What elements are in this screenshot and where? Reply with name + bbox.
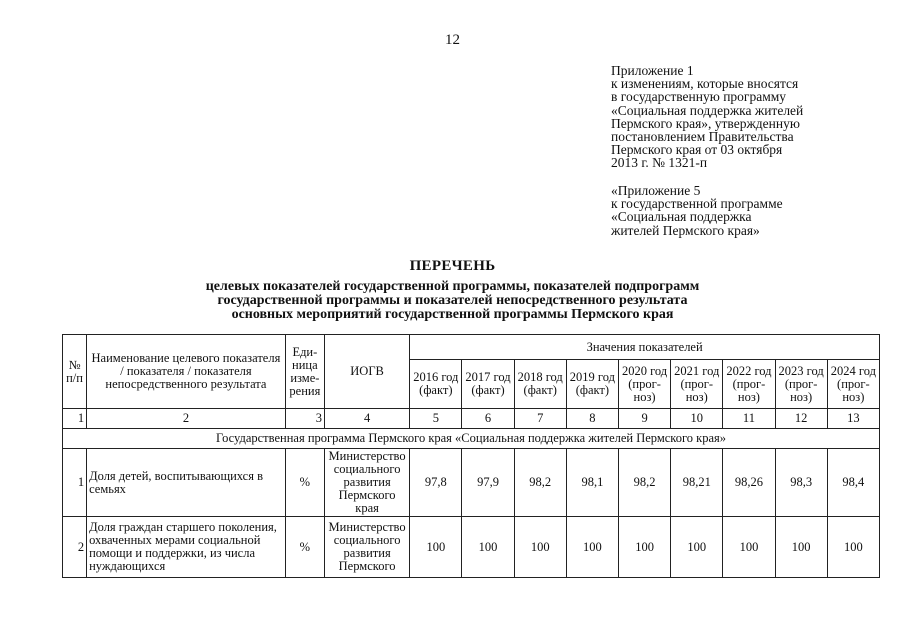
- column-number: 11: [723, 409, 775, 429]
- column-number: 9: [618, 409, 670, 429]
- appendix-1-line: к изменениям, которые вносятся: [611, 76, 799, 92]
- column-number: 1: [63, 409, 87, 429]
- section-row: [63, 429, 880, 449]
- appendix-5-line: жителей Пермского края»: [611, 222, 760, 238]
- row-value: 98,1: [566, 449, 618, 517]
- appendix-5-line: к государственной программе: [611, 196, 783, 212]
- row-iogv: Министерство социального развития Пермского: [324, 517, 409, 578]
- row-value: 100: [566, 517, 618, 578]
- appendix-5-note: [611, 184, 871, 237]
- row-value: 97,9: [462, 449, 514, 517]
- appendix-1-line: в государственную программу: [611, 89, 787, 105]
- header-year: 2022 год (прог- ноз): [723, 360, 775, 409]
- indicators-table: [62, 334, 880, 578]
- row-value: 98,2: [514, 449, 566, 517]
- appendix-1-line: Пермского края», утвержденную: [611, 115, 800, 131]
- section-title: Государственная программа Пермского края «Социальная поддержка жителей Пермского края»: [63, 429, 880, 449]
- row-indicator-name: Доля детей, воспитывающихся в семьях: [87, 449, 286, 517]
- header-year: 2020 год (прог- ноз): [618, 360, 670, 409]
- row-unit: %: [285, 449, 324, 517]
- header-year: 2021 год (прог- ноз): [671, 360, 723, 409]
- row-value: 100: [462, 517, 514, 578]
- column-numbers-row: [63, 409, 880, 429]
- column-number: 6: [462, 409, 514, 429]
- column-number: 7: [514, 409, 566, 429]
- column-number: 3: [285, 409, 324, 429]
- appendix-1-line: Приложение 1: [611, 63, 694, 78]
- row-value: 100: [827, 517, 879, 578]
- header-indicator-name: Наименование целевого показателя / показателя / показателя непосредственного результата: [87, 335, 286, 409]
- row-value: 98,21: [671, 449, 723, 517]
- header-unit: Еди- ница изме- рения: [285, 335, 324, 409]
- column-number: 12: [775, 409, 827, 429]
- appendix-1-line: 2013 г. № 1321-п: [611, 155, 708, 171]
- row-value: 98,2: [618, 449, 670, 517]
- column-number: 5: [410, 409, 462, 429]
- subtitle-line: целевых показателей государственной программы, показателей подпрограмм: [205, 279, 700, 294]
- row-value: 98,3: [775, 449, 827, 517]
- row-value: 100: [723, 517, 775, 578]
- column-number: 2: [87, 409, 286, 429]
- row-value: 100: [410, 517, 462, 578]
- appendix-1-note: [611, 64, 871, 170]
- header-year: 2023 год (прог- ноз): [775, 360, 827, 409]
- row-iogv: Министерство социального развития Пермского края: [324, 449, 409, 517]
- header-num: № п/п: [63, 335, 87, 409]
- appendix-5-line: «Социальная поддержка: [611, 209, 752, 225]
- table-row: [63, 449, 880, 517]
- document-title: ПЕРЕЧЕНЬ: [409, 258, 496, 274]
- column-number: 4: [324, 409, 409, 429]
- header-iogv: ИОГВ: [324, 335, 409, 409]
- header-year: 2016 год (факт): [410, 360, 462, 409]
- row-value: 98,26: [723, 449, 775, 517]
- row-num: 1: [63, 449, 87, 517]
- row-value: 98,4: [827, 449, 879, 517]
- row-num: 2: [63, 517, 87, 578]
- row-value: 100: [671, 517, 723, 578]
- row-value: 97,8: [410, 449, 462, 517]
- appendix-1-line: «Социальная поддержка жителей: [611, 102, 804, 118]
- header-year: 2017 год (факт): [462, 360, 514, 409]
- column-number: 8: [566, 409, 618, 429]
- subtitle-line: основных мероприятий государственной программы Пермского края: [231, 307, 674, 322]
- row-value: 100: [618, 517, 670, 578]
- column-number: 13: [827, 409, 879, 429]
- header-year: 2024 год (прог- ноз): [827, 360, 879, 409]
- appendix-1-line: постановлением Правительства: [611, 129, 794, 145]
- header-year: 2018 год (факт): [514, 360, 566, 409]
- appendix-5-line: «Приложение 5: [611, 183, 701, 198]
- column-number: 10: [671, 409, 723, 429]
- header-values-group: Значения показателей: [410, 335, 880, 360]
- table-header-row: [63, 335, 880, 360]
- document-subtitle: [0, 280, 905, 322]
- row-value: 100: [775, 517, 827, 578]
- table-row: [63, 517, 880, 578]
- row-indicator-name: Доля граждан старшего поколения, охваченных мерами социальной помощи и поддержки, из числа нуждающихся: [87, 517, 286, 578]
- page-number: 12: [445, 32, 460, 48]
- header-year: 2019 год (факт): [566, 360, 618, 409]
- appendix-1-line: Пермского края от 03 октября: [611, 142, 783, 158]
- row-unit: %: [285, 517, 324, 578]
- row-value: 100: [514, 517, 566, 578]
- subtitle-line: государственной программы и показателей непосредственного результата: [217, 293, 688, 308]
